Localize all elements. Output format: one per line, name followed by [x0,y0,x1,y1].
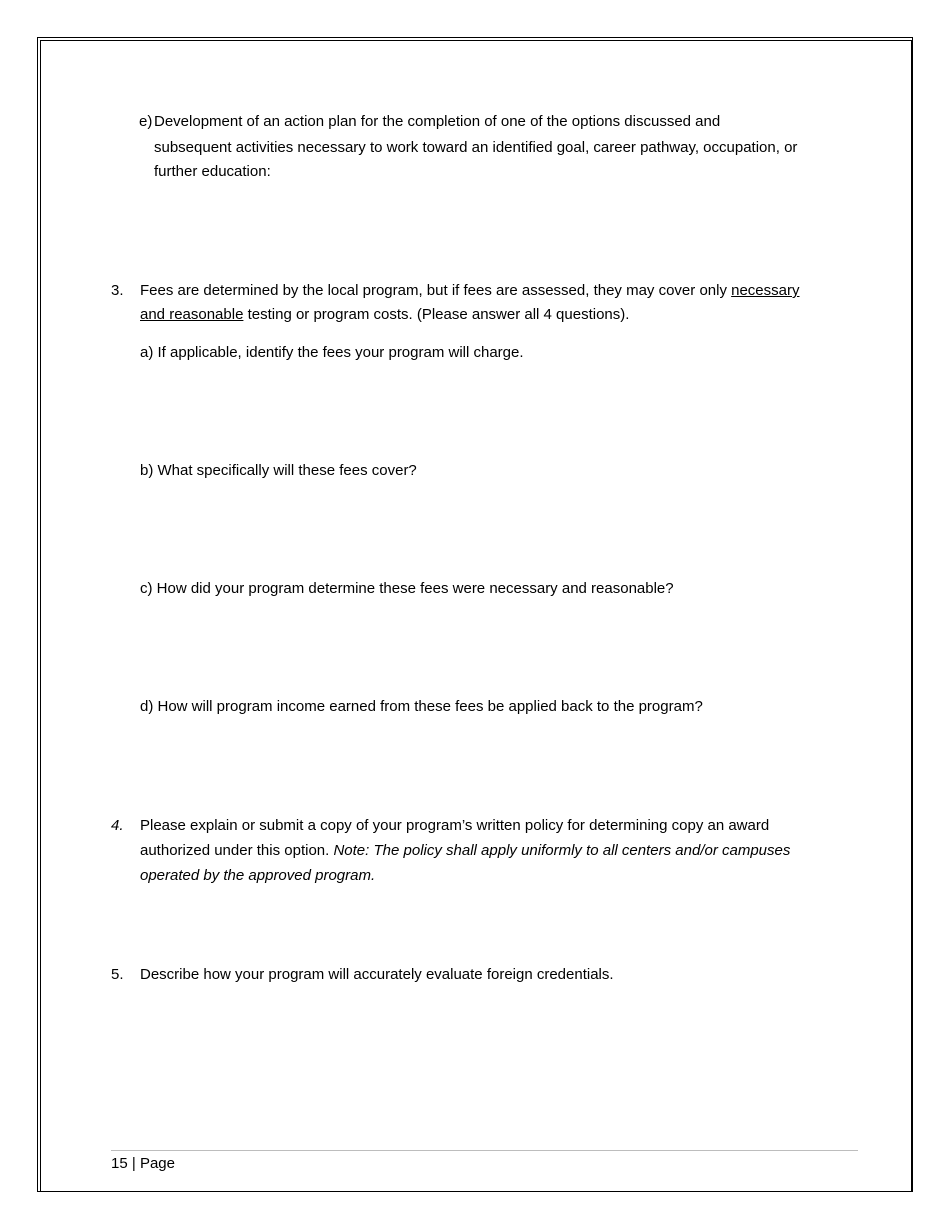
question-3d: d) How will program income earned from these fees be applied back to the program? [140,698,703,715]
question-4-note-cont: operated by the approved program. [140,867,376,884]
question-3a: a) If applicable, identify the fees your program will charge. [140,344,524,361]
page-number: 15 [111,1155,128,1172]
question-3-line-1-text: Fees are determined by the local program, but if fees are assessed, they may cover only [140,282,732,299]
page-border-inner [40,40,912,1192]
page-footer [111,1153,175,1175]
question-5-text: Describe how your program will accurately evaluate foreign credentials. [140,966,614,983]
question-4-line-2-text: authorized under this option. [140,842,334,859]
item-e-line-1: Development of an action plan for the completion of one of the options discussed and [154,113,721,130]
question-4-line-1: Please explain or submit a copy of your program’s written policy for determining copy an award [140,817,770,834]
question-5-number: 5. [111,966,124,983]
question-4-line-2 [140,838,790,863]
question-3b: b) What specifically will these fees cover? [140,462,417,479]
item-e-label: e) [139,113,153,130]
question-4-note: Note: The policy shall apply uniformly to all centers and/or campuses [333,842,791,859]
question-3-line-2-text: testing or program costs. (Please answer all 4 questions). [243,306,630,323]
question-3c: c) How did your program determine these fees were necessary and reasonable? [140,580,674,597]
question-3-underline-reasonable: and reasonable [140,306,244,323]
footer-separator: | [131,1155,136,1172]
item-e-line-2: subsequent activities necessary to work toward an identified goal, career pathway, occupation, or [154,139,798,156]
question-3-line-2 [140,302,629,327]
question-4-line-3 [140,863,375,888]
question-4-number: 4. [111,817,124,834]
question-3-line-1 [140,278,800,303]
item-e-line-3: further education: [154,163,271,180]
footer-rule [111,1150,858,1151]
question-3-underline-necessary: necessary [731,282,800,299]
question-3-number: 3. [111,282,124,299]
page-label: Page [139,1155,175,1172]
